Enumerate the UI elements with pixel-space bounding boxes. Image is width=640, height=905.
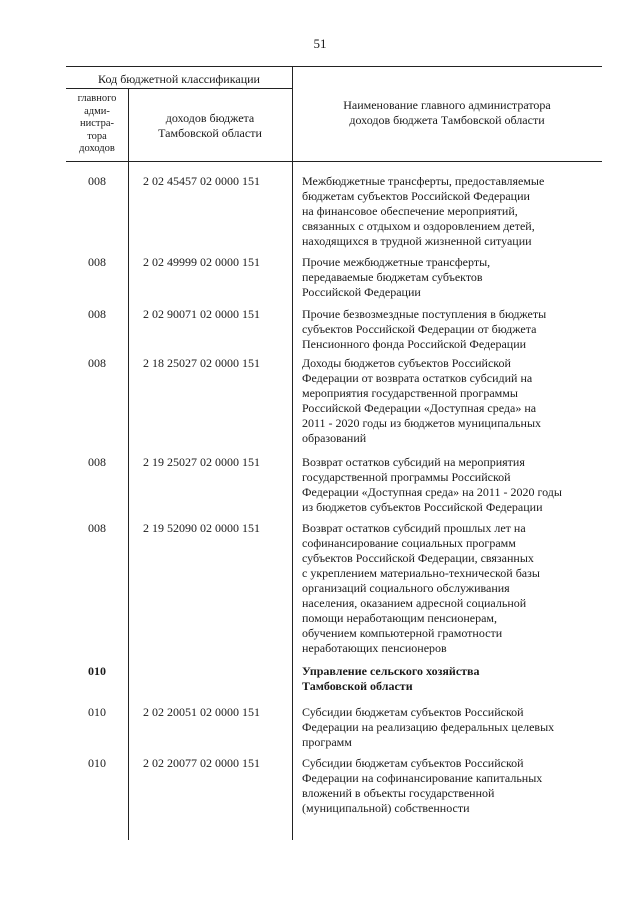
row-section-title: Управление сельского хозяйства Тамбовской области bbox=[302, 664, 480, 693]
row-income-code: 2 19 52090 02 0000 151 bbox=[143, 521, 260, 535]
row-income-code: 2 02 90071 02 0000 151 bbox=[143, 307, 260, 321]
row-income-code: 2 02 49999 02 0000 151 bbox=[143, 255, 260, 269]
row-income-code: 2 02 45457 02 0000 151 bbox=[143, 174, 260, 188]
row-admin-code: 008 bbox=[88, 255, 106, 269]
row-income-code: 2 02 20051 02 0000 151 bbox=[143, 705, 260, 719]
row-description: Субсидии бюджетам субъектов Российской Федерации на софинансирование капитальных вложений в объекты государственной (муниципальной) собственности bbox=[302, 756, 543, 815]
row-admin-code: 008 bbox=[88, 174, 106, 188]
row-admin-code: 010 bbox=[88, 705, 106, 719]
row-description: Возврат остатков субсидий прошлых лет на софинансирование социальных программ субъектов Российской Федерации, связанных с укреплением материально-технической базы организаций социального обслуживания населения, оказанием адресной социальной помощи неработающим пенсионерам, обучением компьютерной грамотности неработающих пенсионеров bbox=[302, 521, 540, 655]
row-income-code: 2 19 25027 02 0000 151 bbox=[143, 455, 260, 469]
row-description: Межбюджетные трансферты, предоставляемые бюджетам субъектов Российской Федерации на финансовое обеспечение мероприятий, связанных с отдыхом и оздоровлением детей, находящихся в трудной жизненной ситуации bbox=[302, 174, 545, 248]
row-admin-code: 010 bbox=[88, 664, 106, 678]
page-number: 51 bbox=[313, 36, 327, 51]
row-admin-code: 010 bbox=[88, 756, 106, 770]
row-admin-code: 008 bbox=[88, 455, 106, 469]
row-description: Прочие межбюджетные трансферты, передаваемые бюджетам субъектов Российской Федерации bbox=[302, 255, 491, 299]
row-description: Доходы бюджетов субъектов Российской Федерации от возврата остатков субсидий на мероприятия государственной программы Российской Федерации «Доступная среда» на 2011 - 2020 годы из бюджетов муниципальных образований bbox=[302, 356, 542, 445]
header-admin-code-text: главного адми- нистра- тора доходов bbox=[77, 93, 117, 154]
header-admin-name-text: Наименование главного администратора доходов бюджета Тамбовской области bbox=[343, 98, 551, 127]
row-description: Субсидии бюджетам субъектов Российской Федерации на реализацию федеральных целевых программ bbox=[302, 705, 555, 749]
row-description: Возврат остатков субсидий на мероприятия государственной программы Российской Федерации «Доступная среда» на 2011 - 2020 годы из бюджетов субъектов Российской Федерации bbox=[302, 455, 562, 514]
row-admin-code: 008 bbox=[88, 356, 106, 370]
row-income-code: 2 18 25027 02 0000 151 bbox=[143, 356, 260, 370]
row-income-code: 2 02 20077 02 0000 151 bbox=[143, 756, 260, 770]
header-income-code-text: доходов бюджета Тамбовской области bbox=[158, 111, 262, 140]
row-admin-code: 008 bbox=[88, 307, 106, 321]
row-admin-code: 008 bbox=[88, 521, 106, 535]
header-budget-classification: Код бюджетной классификации bbox=[98, 72, 260, 86]
row-description: Прочие безвозмездные поступления в бюджеты субъектов Российской Федерации от бюджета Пенсионного фонда Российской Федерации bbox=[302, 307, 547, 351]
